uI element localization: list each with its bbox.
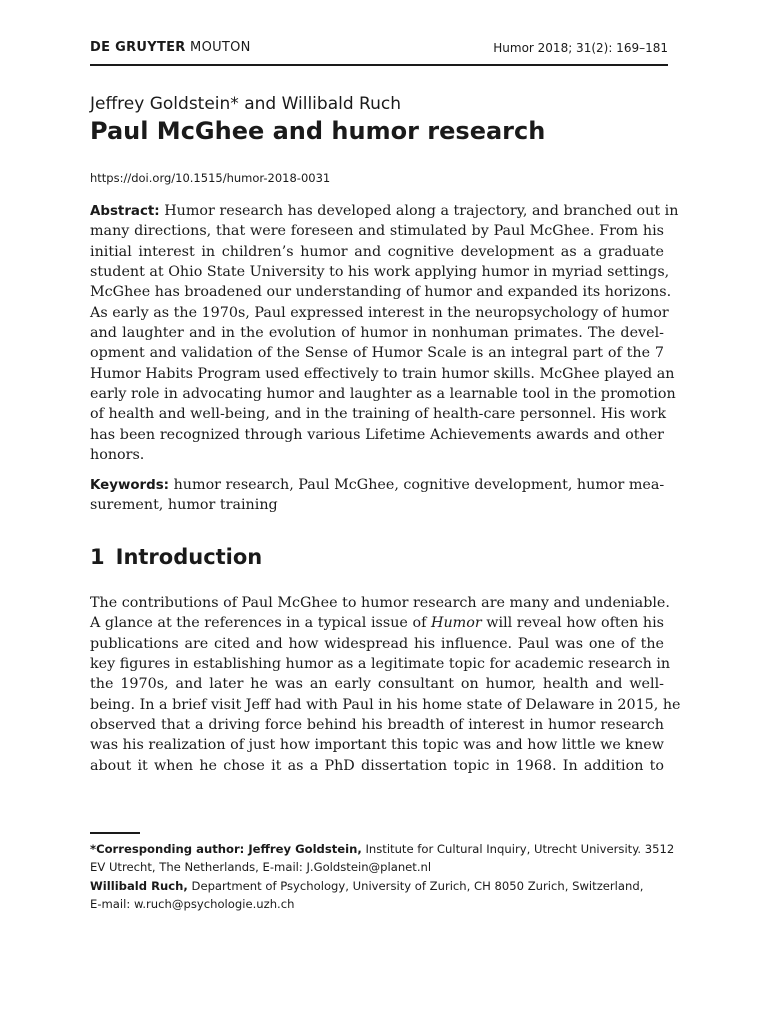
body-line: was his realization of just how important this topic was and how little we knew [90,737,664,754]
journal-citation: Humor 2018; 31(2): 169–181 [493,41,668,55]
body-line: The contributions of Paul McGhee to humor research are many and undeniable. [90,595,670,611]
abstract-line: student at Ohio State University to his work applying humor in myriad settings, [90,264,670,281]
section-heading [90,545,262,569]
abstract-line: McGhee has broadened our understanding of humor and expanded its horizons. [90,284,672,301]
section-title: Introduction [115,545,263,569]
doi-link[interactable]: https://doi.org/10.1515/humor-2018-0031 [90,171,331,185]
abstract-line: As early as the 1970s, Paul expressed interest in the neuropsychology of humor [90,304,669,321]
corresponding-author-label: *Corresponding author: Jeffrey Goldstein, [90,842,362,856]
abstract-line: and laughter and in the evolution of humor in nonhuman primates. The devel- [90,325,664,342]
publisher-logo [90,40,251,55]
abstract-label: Abstract: [90,204,160,219]
abstract-line: many directions, that were foreseen and stimulated by Paul McGhee. From his [90,223,664,240]
body-line: about it when he chose it as a PhD dissertation topic in 1968. In addition to [90,757,664,774]
journal-name-italic: Humor [430,615,482,632]
body-line: A glance at the references in a typical issue of Humor will reveal how often his [90,615,664,632]
article-title: Paul McGhee and humor research [90,117,546,145]
keywords [90,475,664,516]
body-line: key figures in establishing humor as a legitimate topic for academic research in [90,656,671,673]
footnote-line: EV Utrecht, The Netherlands, E-mail: J.Goldstein@planet.nl [90,860,432,875]
keywords-label: Keywords: [90,478,170,493]
keywords-line: Keywords: humor research, Paul McGhee, cognitive development, humor mea- [90,477,665,493]
article-authors: Jeffrey Goldstein* and Willibald Ruch [90,94,401,114]
publisher-name-light: MOUTON [190,40,251,55]
abstract-line: Abstract: Humor research has developed along a trajectory, and branched out in [90,203,679,219]
footnote-line: *Corresponding author: Jeffrey Goldstein, Institute for Cultural Inquiry, Utrecht University. 3512 [90,842,675,856]
body-line: publications are cited and how widespread his influence. Paul was one of the [90,635,664,652]
abstract-line: opment and validation of the Sense of Humor Scale is an integral part of the 7 [90,345,664,362]
abstract-line: Humor Habits Program used effectively to train humor skills. McGhee played an [90,365,675,382]
section-number: 1 [90,545,105,569]
abstract-line: of health and well-being, and in the training of health-care personnel. His work [90,406,667,423]
abstract-line: has been recognized through various Lifetime Achievements awards and other [90,426,664,443]
body-line: the 1970s, and later he was an early consultant on humor, health and well- [90,676,664,693]
publisher-name-bold: DE GRUYTER [90,40,186,55]
footnote-line: E-mail: w.ruch@psychologie.uzh.ch [90,896,295,911]
abstract [90,201,679,465]
footnotes [90,840,675,913]
second-author-label: Willibald Ruch, [90,878,188,893]
abstract-line: honors. [90,447,145,464]
abstract-line: initial interest in children’s humor and cognitive development as a graduate [90,243,664,260]
body-line: being. In a brief visit Jeff had with Paul in his home state of Delaware in 2015, he [90,696,681,713]
page-header [90,40,668,66]
abstract-line: early role in advocating humor and laughter as a learnable tool in the promotion [90,386,676,403]
body-line: observed that a driving force behind his breadth of interest in humor research [90,717,664,734]
keywords-line: surement, humor training [90,497,278,514]
introduction-body [90,593,681,776]
footnote-line: Willibald Ruch, Department of Psychology, University of Zurich, CH 8050 Zurich, Switzerland, [90,878,644,893]
footnote-divider [90,832,140,834]
